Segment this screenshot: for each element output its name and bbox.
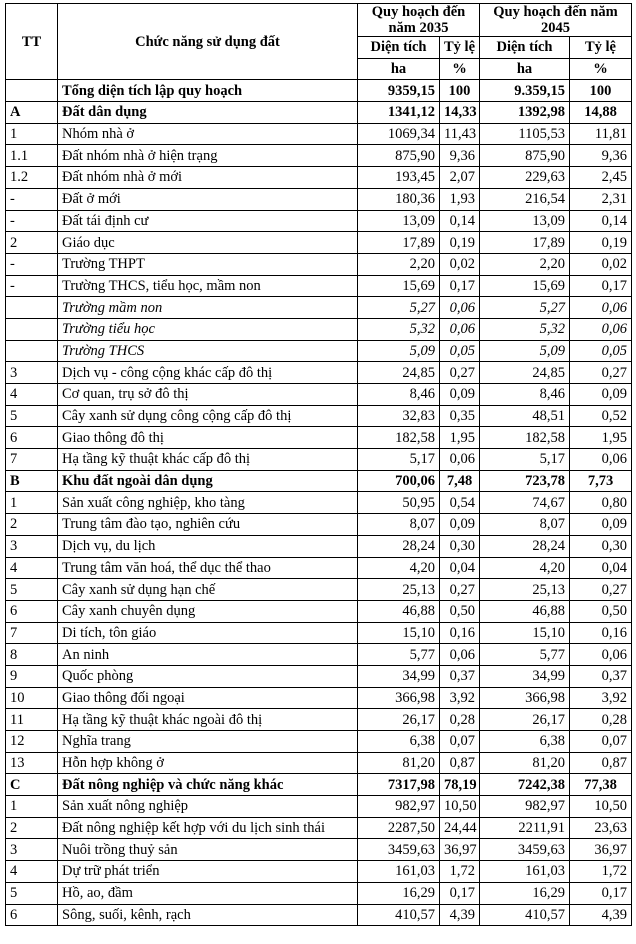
row-area-2035: 50,95 (358, 492, 440, 514)
header-unit-area-2035: ha (358, 58, 440, 80)
header-unit-area-2045: ha (480, 58, 570, 80)
table-row (6, 210, 632, 232)
row-area-2045: 5,09 (480, 340, 570, 362)
row-ratio-2035: 0,09 (440, 384, 480, 406)
row-ratio-2045: 0,05 (570, 340, 632, 362)
row-ratio-2035: 100 (440, 80, 480, 102)
row-ratio-2045: 36,97 (570, 839, 632, 861)
table-row (6, 774, 632, 796)
row-area-2045: 15,10 (480, 622, 570, 644)
table-row (6, 492, 632, 514)
row-area-2035: 5,77 (358, 644, 440, 666)
row-number: 13 (6, 752, 58, 774)
row-area-2035: 7317,98 (358, 774, 440, 796)
table-row (6, 232, 632, 254)
row-ratio-2045: 0,07 (570, 731, 632, 753)
row-area-2035: 1069,34 (358, 123, 440, 145)
row-number: 2 (6, 817, 58, 839)
row-area-2045: 3459,63 (480, 839, 570, 861)
row-area-2045: 28,24 (480, 535, 570, 557)
table-row (6, 665, 632, 687)
table-row (6, 861, 632, 883)
row-ratio-2045: 0,30 (570, 535, 632, 557)
row-area-2045: 9.359,15 (480, 80, 570, 102)
row-ratio-2035: 0,17 (440, 275, 480, 297)
row-area-2045: 16,29 (480, 882, 570, 904)
table-row (6, 167, 632, 189)
header-plan-2045: Quy hoạch đến năm 2045 (480, 4, 632, 37)
row-area-2045: 982,97 (480, 796, 570, 818)
row-area-2045: 723,78 (480, 470, 570, 492)
row-area-2045: 7242,38 (480, 774, 570, 796)
row-ratio-2035: 1,93 (440, 188, 480, 210)
row-area-2045: 161,03 (480, 861, 570, 883)
row-ratio-2035: 0,28 (440, 709, 480, 731)
row-area-2035: 3459,63 (358, 839, 440, 861)
row-number: 1 (6, 123, 58, 145)
table-row (6, 449, 632, 471)
row-ratio-2035: 0,17 (440, 882, 480, 904)
row-number (6, 297, 58, 319)
row-ratio-2045: 11,81 (570, 123, 632, 145)
table-row (6, 709, 632, 731)
row-area-2035: 28,24 (358, 535, 440, 557)
row-area-2035: 16,29 (358, 882, 440, 904)
row-number: 5 (6, 882, 58, 904)
row-area-2035: 15,10 (358, 622, 440, 644)
row-function: Đất nông nghiệp kết hợp với du lịch sinh thái (58, 817, 358, 839)
row-function: Giáo dục (58, 232, 358, 254)
table-row (6, 384, 632, 406)
row-ratio-2035: 0,54 (440, 492, 480, 514)
row-number: 4 (6, 557, 58, 579)
row-ratio-2035: 0,50 (440, 600, 480, 622)
row-ratio-2045: 0,37 (570, 665, 632, 687)
row-ratio-2045: 0,17 (570, 275, 632, 297)
row-area-2045: 6,38 (480, 731, 570, 753)
row-function: Trường THPT (58, 253, 358, 275)
row-function: Dịch vụ - công cộng khác cấp đô thị (58, 362, 358, 384)
table-row (6, 644, 632, 666)
row-ratio-2045: 2,45 (570, 167, 632, 189)
row-area-2035: 1341,12 (358, 102, 440, 124)
row-area-2035: 700,06 (358, 470, 440, 492)
table-row (6, 752, 632, 774)
header-ratio-2035: Tỷ lệ (440, 37, 480, 59)
row-ratio-2035: 0,07 (440, 731, 480, 753)
row-function: Đất nông nghiệp và chức năng khác (58, 774, 358, 796)
row-ratio-2045: 0,14 (570, 210, 632, 232)
row-function: Nhóm nhà ở (58, 123, 358, 145)
row-area-2045: 1392,98 (480, 102, 570, 124)
row-number: 1 (6, 796, 58, 818)
row-area-2045: 13,09 (480, 210, 570, 232)
row-ratio-2035: 0,05 (440, 340, 480, 362)
row-number: 7 (6, 449, 58, 471)
row-area-2035: 6,38 (358, 731, 440, 753)
header-function: Chức năng sử dụng đất (58, 4, 358, 80)
row-area-2035: 366,98 (358, 687, 440, 709)
row-area-2035: 410,57 (358, 904, 440, 926)
row-ratio-2035: 0,35 (440, 405, 480, 427)
row-ratio-2045: 4,39 (570, 904, 632, 926)
row-function: Nghĩa trang (58, 731, 358, 753)
row-ratio-2045: 0,16 (570, 622, 632, 644)
row-area-2035: 5,32 (358, 318, 440, 340)
table-row (6, 579, 632, 601)
row-area-2045: 25,13 (480, 579, 570, 601)
row-function: Trường tiểu học (58, 318, 358, 340)
header-area-2045: Diện tích (480, 37, 570, 59)
row-number: 1.1 (6, 145, 58, 167)
table-row (6, 600, 632, 622)
row-function: Trường mầm non (58, 297, 358, 319)
table-row (6, 405, 632, 427)
row-ratio-2035: 78,19 (440, 774, 480, 796)
row-number: 9 (6, 665, 58, 687)
row-ratio-2045: 0,52 (570, 405, 632, 427)
row-number: 6 (6, 427, 58, 449)
row-function: Đất ở mới (58, 188, 358, 210)
row-ratio-2035: 0,87 (440, 752, 480, 774)
row-number: 1 (6, 492, 58, 514)
table-row (6, 297, 632, 319)
row-area-2045: 81,20 (480, 752, 570, 774)
row-ratio-2045: 1,72 (570, 861, 632, 883)
header-plan-2035: Quy hoạch đến năm 2035 (358, 4, 480, 37)
row-number: - (6, 275, 58, 297)
row-number: 6 (6, 904, 58, 926)
table-row (6, 622, 632, 644)
row-function: Trường THCS, tiểu học, mầm non (58, 275, 358, 297)
row-function: Sản xuất nông nghiệp (58, 796, 358, 818)
table-row (6, 731, 632, 753)
table-row (6, 904, 632, 926)
row-number: C (6, 774, 58, 796)
row-ratio-2045: 23,63 (570, 817, 632, 839)
row-ratio-2035: 0,16 (440, 622, 480, 644)
table-row (6, 340, 632, 362)
row-number: 11 (6, 709, 58, 731)
row-ratio-2045: 9,36 (570, 145, 632, 167)
row-ratio-2035: 4,39 (440, 904, 480, 926)
table-row (6, 253, 632, 275)
row-function: An ninh (58, 644, 358, 666)
table-row (6, 882, 632, 904)
table-row (6, 318, 632, 340)
row-ratio-2045: 0,06 (570, 449, 632, 471)
row-ratio-2045: 3,92 (570, 687, 632, 709)
row-ratio-2045: 0,02 (570, 253, 632, 275)
row-area-2035: 15,69 (358, 275, 440, 297)
row-area-2045: 74,67 (480, 492, 570, 514)
row-function: Khu đất ngoài dân dụng (58, 470, 358, 492)
row-ratio-2035: 0,37 (440, 665, 480, 687)
row-function: Cơ quan, trụ sở đô thị (58, 384, 358, 406)
row-area-2045: 1105,53 (480, 123, 570, 145)
row-ratio-2035: 9,36 (440, 145, 480, 167)
table-row (6, 188, 632, 210)
row-ratio-2035: 7,48 (440, 470, 480, 492)
header-unit-ratio-2035: % (440, 58, 480, 80)
table-row (6, 80, 632, 102)
row-function: Đất tái định cư (58, 210, 358, 232)
row-ratio-2045: 0,06 (570, 318, 632, 340)
row-ratio-2035: 0,27 (440, 362, 480, 384)
row-area-2045: 410,57 (480, 904, 570, 926)
row-function: Hạ tầng kỹ thuật khác ngoài đô thị (58, 709, 358, 731)
row-number: 10 (6, 687, 58, 709)
row-area-2045: 34,99 (480, 665, 570, 687)
row-number: - (6, 210, 58, 232)
row-number: - (6, 253, 58, 275)
row-number: 3 (6, 535, 58, 557)
row-function: Đất nhóm nhà ở hiện trạng (58, 145, 358, 167)
row-area-2035: 875,90 (358, 145, 440, 167)
row-area-2035: 982,97 (358, 796, 440, 818)
table-header (6, 4, 632, 80)
row-ratio-2035: 1,95 (440, 427, 480, 449)
table-row (6, 362, 632, 384)
row-ratio-2045: 2,31 (570, 188, 632, 210)
row-ratio-2035: 0,30 (440, 535, 480, 557)
table-row (6, 102, 632, 124)
row-area-2045: 8,07 (480, 514, 570, 536)
row-area-2035: 4,20 (358, 557, 440, 579)
row-function: Trung tâm đào tạo, nghiên cứu (58, 514, 358, 536)
row-area-2045: 5,27 (480, 297, 570, 319)
row-area-2045: 216,54 (480, 188, 570, 210)
row-ratio-2045: 0,28 (570, 709, 632, 731)
row-area-2045: 366,98 (480, 687, 570, 709)
row-area-2035: 26,17 (358, 709, 440, 731)
row-area-2035: 2287,50 (358, 817, 440, 839)
header-ratio-2045: Tỷ lệ (570, 37, 632, 59)
row-area-2045: 8,46 (480, 384, 570, 406)
row-function: Sông, suối, kênh, rạch (58, 904, 358, 926)
row-number: 2 (6, 232, 58, 254)
row-area-2035: 24,85 (358, 362, 440, 384)
row-ratio-2045: 10,50 (570, 796, 632, 818)
row-ratio-2045: 0,80 (570, 492, 632, 514)
table-row (6, 275, 632, 297)
row-area-2045: 26,17 (480, 709, 570, 731)
row-ratio-2045: 0,06 (570, 644, 632, 666)
row-area-2035: 8,46 (358, 384, 440, 406)
row-number: 6 (6, 600, 58, 622)
row-area-2035: 5,09 (358, 340, 440, 362)
table-row (6, 796, 632, 818)
table-row (6, 514, 632, 536)
row-function: Di tích, tôn giáo (58, 622, 358, 644)
row-ratio-2035: 0,14 (440, 210, 480, 232)
row-area-2035: 180,36 (358, 188, 440, 210)
row-area-2035: 81,20 (358, 752, 440, 774)
row-ratio-2045: 0,19 (570, 232, 632, 254)
row-ratio-2045: 0,09 (570, 514, 632, 536)
row-area-2035: 32,83 (358, 405, 440, 427)
row-function: Sản xuất công nghiệp, kho tàng (58, 492, 358, 514)
row-function: Hỗn hợp không ở (58, 752, 358, 774)
row-ratio-2035: 0,06 (440, 297, 480, 319)
row-number: 1.2 (6, 167, 58, 189)
row-number: 4 (6, 861, 58, 883)
row-area-2045: 48,51 (480, 405, 570, 427)
row-ratio-2035: 24,44 (440, 817, 480, 839)
row-number: 5 (6, 579, 58, 601)
table-row (6, 535, 632, 557)
row-number: A (6, 102, 58, 124)
row-area-2035: 5,17 (358, 449, 440, 471)
row-ratio-2035: 3,92 (440, 687, 480, 709)
row-function: Giao thông đối ngoại (58, 687, 358, 709)
row-ratio-2045: 7,73 (570, 470, 632, 492)
row-number: 3 (6, 362, 58, 384)
row-number: 12 (6, 731, 58, 753)
row-ratio-2045: 0,27 (570, 362, 632, 384)
table-row (6, 557, 632, 579)
row-ratio-2045: 0,27 (570, 579, 632, 601)
row-ratio-2035: 14,33 (440, 102, 480, 124)
row-ratio-2045: 0,87 (570, 752, 632, 774)
row-number: 8 (6, 644, 58, 666)
row-ratio-2035: 0,27 (440, 579, 480, 601)
header-area-2035: Diện tích (358, 37, 440, 59)
row-area-2035: 193,45 (358, 167, 440, 189)
row-area-2035: 8,07 (358, 514, 440, 536)
table-row (6, 145, 632, 167)
table-row (6, 839, 632, 861)
row-number: 4 (6, 384, 58, 406)
row-function: Giao thông đô thị (58, 427, 358, 449)
header-tt: TT (6, 4, 58, 80)
row-function: Hồ, ao, đầm (58, 882, 358, 904)
row-function: Cây xanh chuyên dụng (58, 600, 358, 622)
row-area-2045: 875,90 (480, 145, 570, 167)
row-number: B (6, 470, 58, 492)
row-number (6, 80, 58, 102)
row-area-2045: 24,85 (480, 362, 570, 384)
row-area-2035: 182,58 (358, 427, 440, 449)
row-ratio-2035: 1,72 (440, 861, 480, 883)
row-ratio-2035: 0,02 (440, 253, 480, 275)
row-area-2035: 46,88 (358, 600, 440, 622)
row-ratio-2035: 0,04 (440, 557, 480, 579)
row-function: Đất nhóm nhà ở mới (58, 167, 358, 189)
row-ratio-2045: 77,38 (570, 774, 632, 796)
row-area-2045: 17,89 (480, 232, 570, 254)
row-ratio-2035: 10,50 (440, 796, 480, 818)
row-number (6, 318, 58, 340)
row-function: Dự trữ phát triển (58, 861, 358, 883)
row-area-2045: 182,58 (480, 427, 570, 449)
row-ratio-2045: 100 (570, 80, 632, 102)
row-area-2035: 161,03 (358, 861, 440, 883)
row-function: Trung tâm văn hoá, thể dục thể thao (58, 557, 358, 579)
row-ratio-2035: 11,43 (440, 123, 480, 145)
row-area-2035: 34,99 (358, 665, 440, 687)
land-use-table (5, 3, 632, 926)
table-row (6, 817, 632, 839)
row-function: Tổng diện tích lập quy hoạch (58, 80, 358, 102)
row-area-2045: 15,69 (480, 275, 570, 297)
row-ratio-2045: 0,04 (570, 557, 632, 579)
row-ratio-2035: 36,97 (440, 839, 480, 861)
row-ratio-2035: 0,06 (440, 449, 480, 471)
row-number: 7 (6, 622, 58, 644)
row-function: Nuôi trồng thuỷ sản (58, 839, 358, 861)
table-row (6, 427, 632, 449)
row-area-2035: 5,27 (358, 297, 440, 319)
row-function: Dịch vụ, du lịch (58, 535, 358, 557)
row-area-2045: 46,88 (480, 600, 570, 622)
table-row (6, 470, 632, 492)
row-function: Quốc phòng (58, 665, 358, 687)
row-function: Hạ tầng kỹ thuật khác cấp đô thị (58, 449, 358, 471)
row-area-2045: 5,32 (480, 318, 570, 340)
row-ratio-2045: 1,95 (570, 427, 632, 449)
row-ratio-2035: 2,07 (440, 167, 480, 189)
row-area-2045: 2211,91 (480, 817, 570, 839)
row-ratio-2045: 0,09 (570, 384, 632, 406)
row-ratio-2035: 0,19 (440, 232, 480, 254)
row-area-2045: 229,63 (480, 167, 570, 189)
row-ratio-2035: 0,09 (440, 514, 480, 536)
row-ratio-2035: 0,06 (440, 318, 480, 340)
row-function: Cây xanh sử dụng công cộng cấp đô thị (58, 405, 358, 427)
row-function: Trường THCS (58, 340, 358, 362)
row-area-2035: 25,13 (358, 579, 440, 601)
header-unit-ratio-2045: % (570, 58, 632, 80)
row-number: 5 (6, 405, 58, 427)
row-ratio-2035: 0,06 (440, 644, 480, 666)
row-ratio-2045: 14,88 (570, 102, 632, 124)
row-area-2045: 5,17 (480, 449, 570, 471)
row-area-2035: 17,89 (358, 232, 440, 254)
row-area-2035: 2,20 (358, 253, 440, 275)
row-area-2045: 2,20 (480, 253, 570, 275)
row-number: - (6, 188, 58, 210)
row-function: Đất dân dụng (58, 102, 358, 124)
row-area-2035: 13,09 (358, 210, 440, 232)
row-ratio-2045: 0,17 (570, 882, 632, 904)
row-ratio-2045: 0,50 (570, 600, 632, 622)
row-area-2035: 9359,15 (358, 80, 440, 102)
row-area-2045: 5,77 (480, 644, 570, 666)
row-area-2045: 4,20 (480, 557, 570, 579)
row-number: 3 (6, 839, 58, 861)
table-row (6, 123, 632, 145)
row-number: 2 (6, 514, 58, 536)
row-number (6, 340, 58, 362)
table-body (6, 80, 632, 926)
table-row (6, 687, 632, 709)
row-function: Cây xanh sử dụng hạn chế (58, 579, 358, 601)
row-ratio-2045: 0,06 (570, 297, 632, 319)
